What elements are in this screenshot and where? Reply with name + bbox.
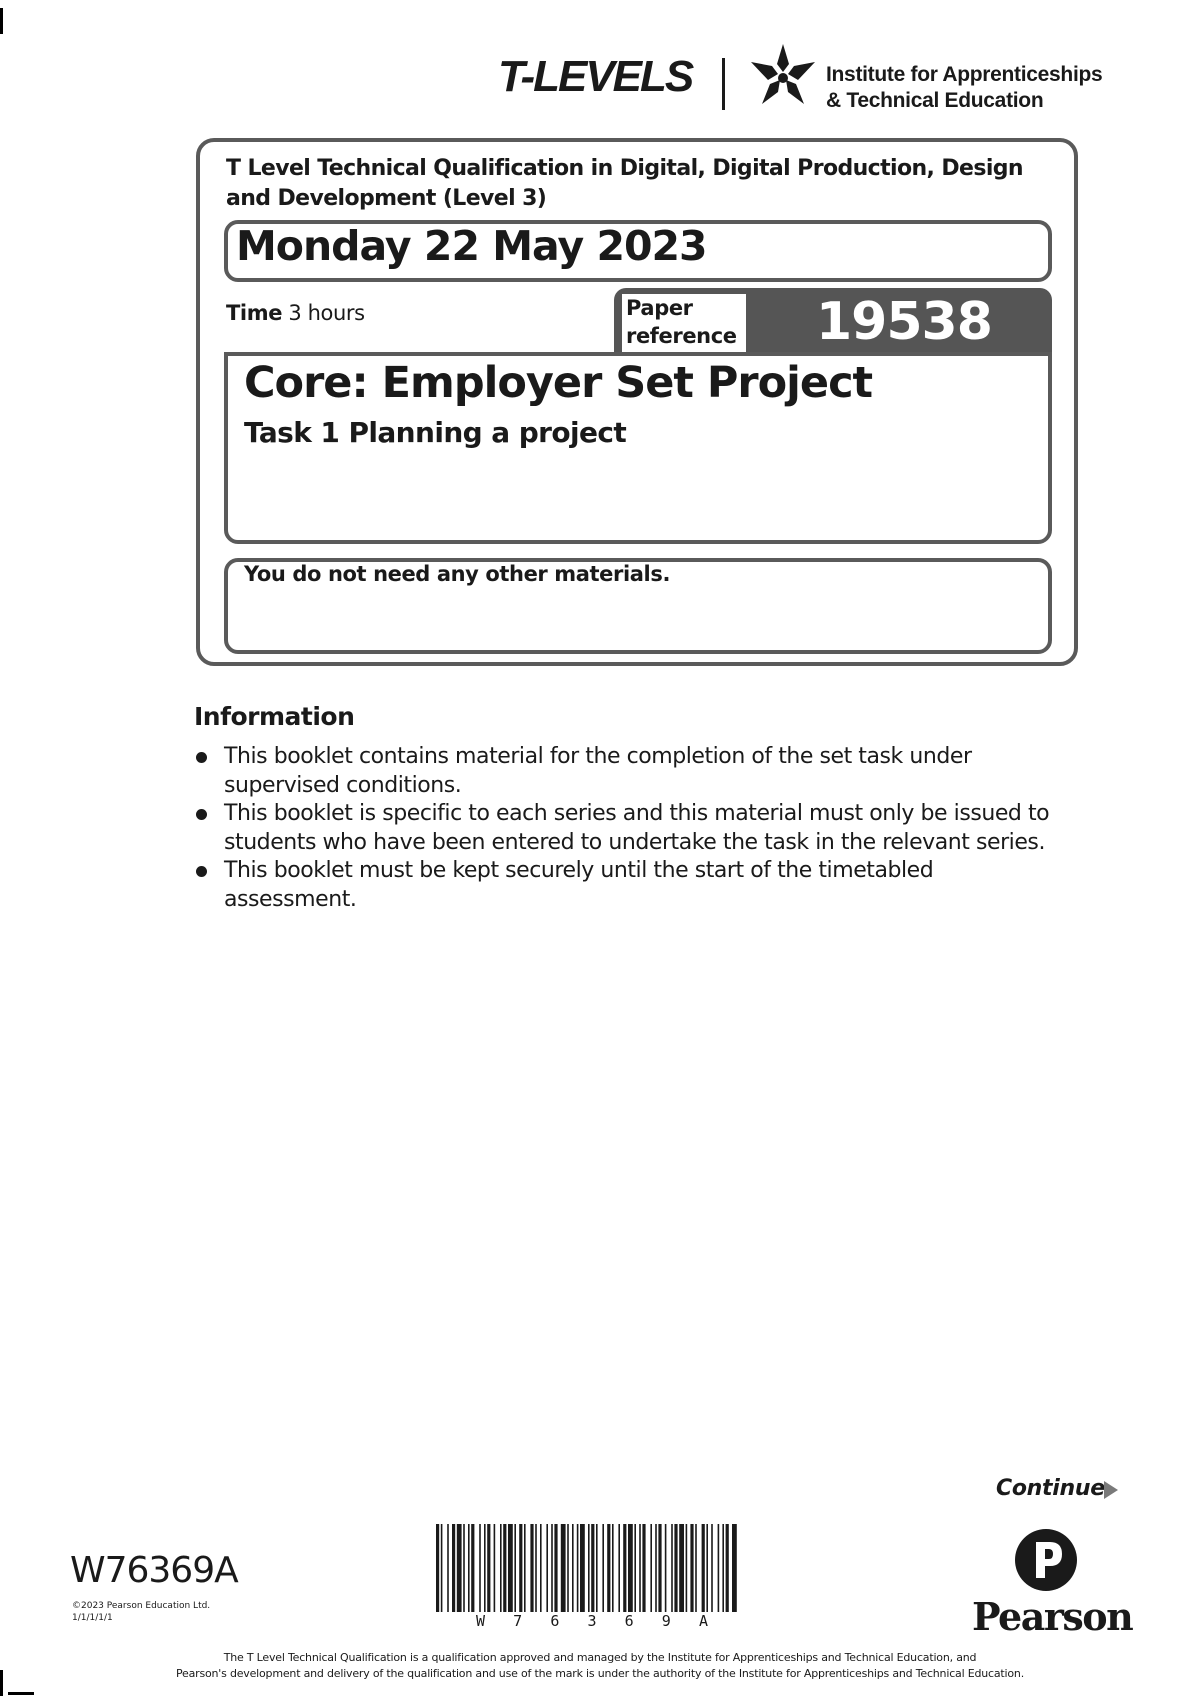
barcode-bar (665, 1524, 667, 1612)
barcode-bar (554, 1524, 557, 1612)
barcode-bar (706, 1524, 708, 1612)
barcode-bar (447, 1524, 449, 1612)
barcode-text (476, 1612, 708, 1630)
barcode-bar (718, 1524, 720, 1612)
barcode-bar (602, 1524, 604, 1612)
barcode-bar (561, 1524, 566, 1612)
ifate-logo-line2: & Technical Education (826, 89, 1044, 112)
ifate-logo-line1: Institute for Apprenticeships (826, 63, 1103, 86)
legal-line-2: Pearson's development and delivery of the qualification and use of the mark is under the authority of the Institute for Apprenticeships and Technical Education. (175, 1667, 1024, 1680)
barcode-bar (494, 1524, 496, 1612)
barcode-bar (658, 1524, 661, 1612)
information-heading: Information (194, 702, 355, 731)
list-item (194, 743, 1054, 800)
barcode-bar (508, 1524, 513, 1612)
barcode-bar (441, 1524, 443, 1612)
barcode-bar (514, 1524, 516, 1612)
barcode-bar (468, 1524, 470, 1612)
legal-line-1: The T Level Technical Qualification is a qualification approved and managed by the Institute for Apprenticeships and Technical Education, and (223, 1651, 977, 1664)
barcode-bar (711, 1524, 713, 1612)
copyright-block (72, 1600, 210, 1624)
barcode-bar (588, 1524, 590, 1612)
barcode-bar (577, 1524, 579, 1612)
barcode-bar (650, 1524, 652, 1612)
bullet-icon (196, 866, 207, 877)
barcode-bar (530, 1524, 533, 1612)
barcode-bar (679, 1524, 684, 1612)
information-item-text: This booklet contains material for the completion of the set task under supervised conditions. (224, 744, 972, 798)
barcode-char: 6 (550, 1612, 560, 1630)
barcode-bar (607, 1524, 610, 1612)
barcode-bar (452, 1524, 455, 1612)
barcode-char: 6 (624, 1612, 634, 1630)
crop-mark-top-left (0, 8, 3, 34)
list-item (194, 800, 1054, 857)
barcode-bar (567, 1524, 569, 1612)
paper-reference-label-line2: reference (626, 324, 737, 348)
barcode-bar (487, 1524, 490, 1612)
barcode-bar (484, 1524, 486, 1612)
barcode-bar (551, 1524, 553, 1612)
barcode-bar (695, 1524, 697, 1612)
pearson-logo-icon (1014, 1528, 1078, 1592)
barcode-bar (503, 1524, 506, 1612)
exam-date: Monday 22 May 2023 (236, 222, 707, 270)
barcode-bar (580, 1524, 585, 1612)
barcode-bar (642, 1524, 645, 1612)
barcode-bar (623, 1524, 626, 1612)
barcode-char: 9 (661, 1612, 671, 1630)
barcode-bar (471, 1524, 474, 1612)
crop-mark-bottom-left (0, 1670, 3, 1696)
barcode-bar (702, 1524, 705, 1612)
information-list (194, 743, 1054, 914)
bullet-icon (196, 809, 207, 820)
paper-title: Core: Employer Set Project (244, 358, 873, 408)
paper-reference-label-line1: Paper (626, 296, 693, 320)
time-label: Time (226, 301, 283, 325)
barcode-bar (540, 1524, 542, 1612)
barcode-bar (722, 1524, 724, 1612)
barcode-bar (655, 1524, 657, 1612)
copyright-text: ©2023 Pearson Education Ltd. (72, 1601, 211, 1611)
barcode-bar (436, 1524, 439, 1612)
barcode-bar (463, 1524, 465, 1612)
tlevels-logo: T-LEVELS (498, 52, 693, 101)
barcode-icon (436, 1524, 738, 1612)
continue-arrow-icon (1104, 1481, 1118, 1499)
barcode-bar (596, 1524, 598, 1612)
bullet-icon (196, 752, 207, 763)
paper-reference-label (626, 294, 737, 350)
barcode-bar (500, 1524, 502, 1612)
list-item (194, 857, 1054, 914)
barcode-bar (457, 1524, 462, 1612)
barcode-bar (572, 1524, 574, 1612)
barcode-bar (732, 1524, 737, 1612)
time-value: 3 hours (288, 301, 365, 325)
crop-mark-bottom-left-h (8, 1692, 34, 1695)
barcode-bar (674, 1524, 677, 1612)
legal-notice (150, 1650, 1050, 1682)
time-allowed (226, 301, 365, 325)
print-code: 1/1/1/1/1 (72, 1613, 113, 1623)
continue-label: Continue (996, 1476, 1105, 1501)
barcode-bar (671, 1524, 673, 1612)
barcode-bar (639, 1524, 641, 1612)
ifate-logo-text (826, 62, 1102, 114)
information-item-text: This booklet is specific to each series and this material must only be issued to students who have been entered to undertake the task in the relevant series. (224, 801, 1050, 855)
task-title: Task 1 Planning a project (244, 416, 627, 449)
logo-divider (722, 58, 725, 110)
barcode-char: W (476, 1612, 486, 1630)
paper-code: W76369A (70, 1550, 238, 1591)
barcode-bar (535, 1524, 537, 1612)
barcode-bar (519, 1524, 522, 1612)
barcode-char: 3 (587, 1612, 597, 1630)
barcode-bar (591, 1524, 594, 1612)
barcode-bar (726, 1524, 729, 1612)
barcode-bar (612, 1524, 614, 1612)
barcode-bar (479, 1524, 481, 1612)
barcode-bar (546, 1524, 548, 1612)
barcode-bar (686, 1524, 688, 1612)
paper-reference-number: 19538 (816, 292, 992, 352)
barcode-bar (628, 1524, 633, 1612)
information-item-text: This booklet must be kept securely until the start of the timetabled assessment. (224, 858, 934, 912)
barcode-char: A (698, 1612, 708, 1630)
qualification-title: T Level Technical Qualification in Digital, Digital Production, Design and Development (Level 3) (226, 156, 1023, 211)
ifate-star-icon (748, 42, 818, 112)
pearson-logo-text: Pearson (972, 1594, 1133, 1639)
barcode-bar (634, 1524, 636, 1612)
barcode-bar (690, 1524, 693, 1612)
barcode-char: 7 (513, 1612, 523, 1630)
barcode-bar (524, 1524, 526, 1612)
materials-note: You do not need any other materials. (244, 562, 671, 586)
barcode-bar (618, 1524, 620, 1612)
